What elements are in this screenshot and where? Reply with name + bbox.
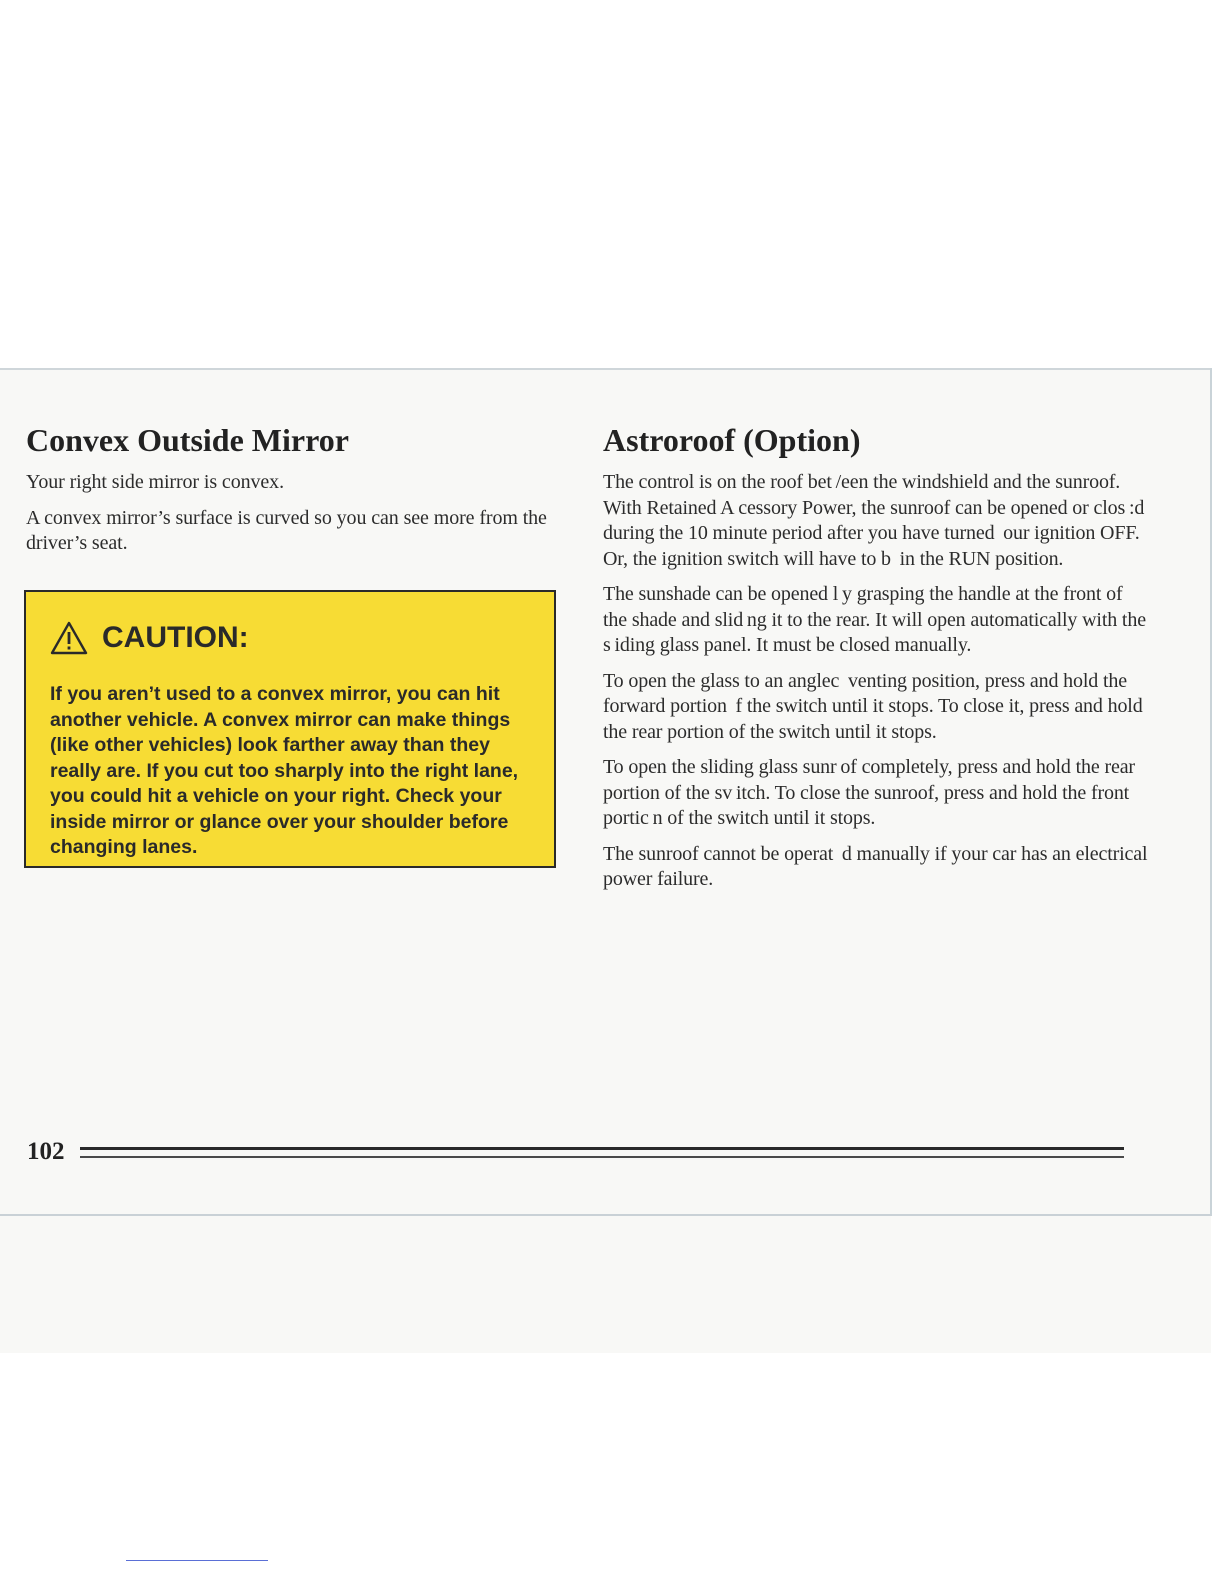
convex-mirror-heading: Convex Outside Mirror (26, 422, 349, 458)
convex-mirror-paragraph: A convex mirror’s surface is curved so you can see more from the driver’s seat. (26, 506, 547, 554)
page-right-edge (1210, 368, 1212, 1216)
astroroof-heading: Astroroof (Option) (603, 422, 861, 458)
astroroof-paragraph: The sunshade can be opened l y grasping the handle at the front of the shade and slid ng it to the rear. It will open automatically with the s iding glass panel. It must be closed manually. (603, 583, 1146, 656)
footer-rule (80, 1147, 1124, 1150)
convex-mirror-section (26, 418, 566, 567)
footer-rule (80, 1156, 1124, 1158)
astroroof-paragraph: The control is on the roof bet /een the windshield and the sunroof. With Retained A cessory Power, the sunroof can be opened or clos :d during the 10 minute period after you have turned our ignition OFF. Or, the ignition switch will have to b in the RUN position. (603, 471, 1145, 570)
astroroof-paragraph: To open the sliding glass sunr of completely, press and hold the rear portion of the sv itch. To close the sunroof, press and hold the front portic n of the switch until it stops. (603, 756, 1135, 829)
astroroof-section (603, 418, 1148, 903)
caution-header (50, 618, 534, 658)
convex-mirror-paragraph: Your right side mirror is convex. (26, 471, 284, 493)
caution-text: If you aren’t used to a convex mirror, you can hit another vehicle. A convex mirror can make things (like other vehicles) look farther away than they really are. If you cut too sharply into the right lane, you could hit a vehicle on your right. Check your inside mirror or glance over your shoulder before changing lanes. (50, 683, 519, 858)
astroroof-paragraph: The sunroof cannot be operat d manually if your car has an electrical power failure. (603, 842, 1148, 890)
astroroof-paragraph: To open the glass to an anglec venting position, press and hold the forward portion f the switch until it stops. To close it, press and hold the rear portion of the switch until it stops. (603, 669, 1143, 743)
warning-triangle-icon (50, 621, 88, 655)
caution-title: CAUTION: (102, 621, 249, 654)
page-bottom-edge (0, 1214, 1211, 1216)
link-underline (126, 1560, 268, 1561)
page-top-edge (0, 368, 1211, 370)
caution-box (24, 590, 556, 868)
page-number: 102 (27, 1138, 65, 1165)
